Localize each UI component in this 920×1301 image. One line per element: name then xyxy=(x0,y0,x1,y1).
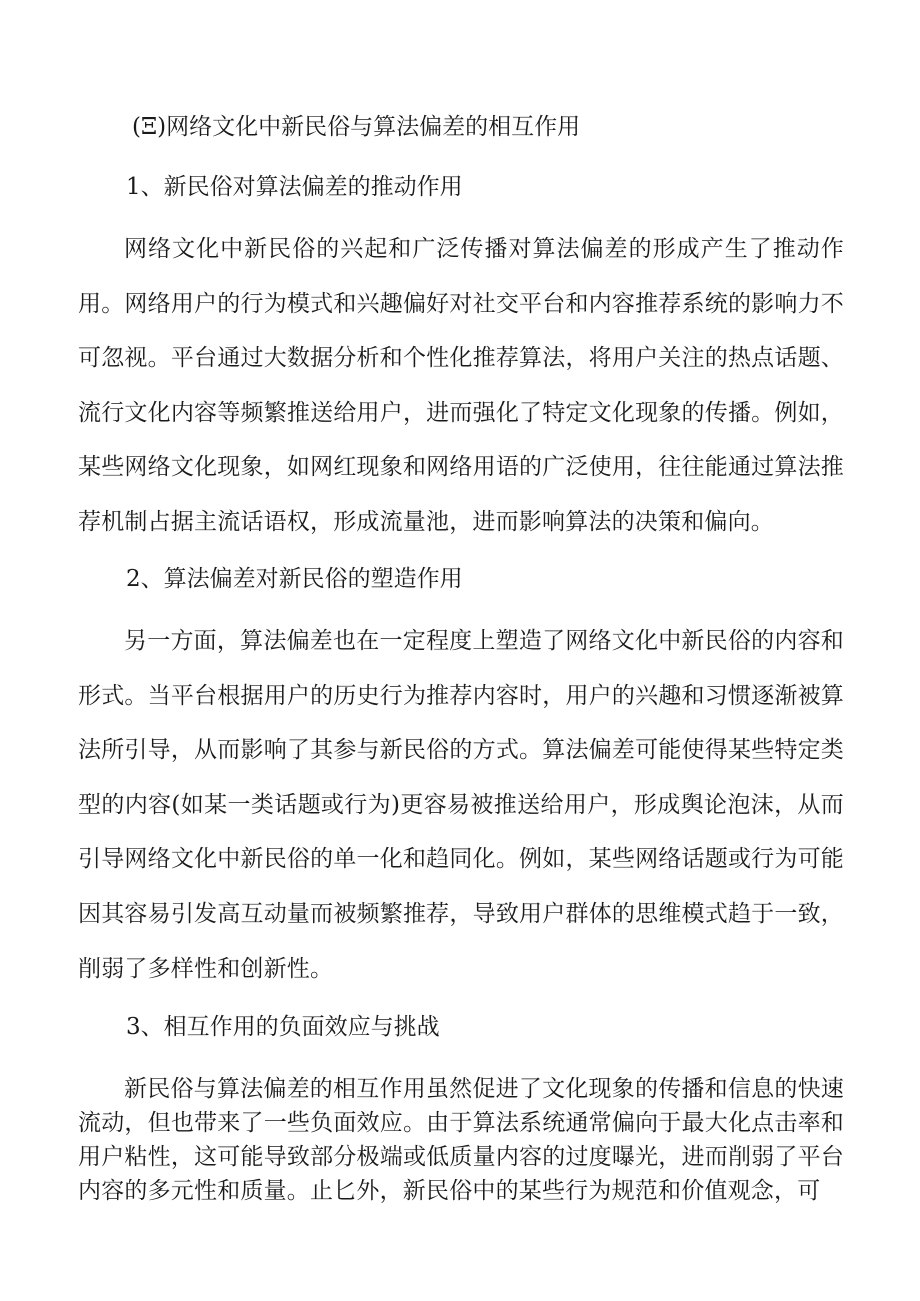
subsection-3-title: 3、相互作用的负面效应与挑战 xyxy=(126,1014,440,1040)
subsection-2-title: 2、算法偏差对新民俗的塑造作用 xyxy=(126,566,463,592)
section-heading: (Ξ)网络文化中新民俗与算法偏差的相互作用 xyxy=(132,114,581,140)
subsection-1-paragraph: 网络文化中新民俗的兴起和广泛传播对算法偏差的形成产生了推动作用。网络用户的行为模式和兴趣偏好对社交平台和内容推荐系统的影响力不可忽视。平台通过大数据分析和个性化推荐算法，将用户关注的热点话题、流行文化内容等频繁推送给用户，进而强化了特定文化现象的传播。例如，某些网络文化现象，如网红现象和网络用语的广泛使用，往往能通过算法推荐机制占据主流话语权，形成流量池，进而影响算法的决策和偏向。 xyxy=(78,236,844,535)
subsection-2-paragraph: 另一方面，算法偏差也在一定程度上塑造了网络文化中新民俗的内容和形式。当平台根据用户的历史行为推荐内容时，用户的兴趣和习惯逐渐被算法所引导，从而影响了其参与新民俗的方式。算法偏差可能使得某些特定类型的内容(如某一类话题或行为)更容易被推送给用户，形成舆论泡沫，从而引导网络文化中新民俗的单一化和趋同化。例如，某些网络话题或行为可能因其容易引发高互动量而被频繁推荐，导致用户群体的思维模式趋于一致，削弱了多样性和创新性。 xyxy=(78,628,844,982)
subsection-1-title: 1、新民俗对算法偏差的推动作用 xyxy=(126,174,463,200)
subsection-3-paragraph: 新民俗与算法偏差的相互作用虽然促进了文化现象的传播和信息的快速流动，但也带来了一些负面效应。由于算法系统通常偏向于最大化点击率和用户粘性，这可能导致部分极端或低质量内容的过度曝光，进而削弱了平台内容的多元性和质量。止匕外，新民俗中的某些行为规范和价值观念，可 xyxy=(78,1076,844,1204)
